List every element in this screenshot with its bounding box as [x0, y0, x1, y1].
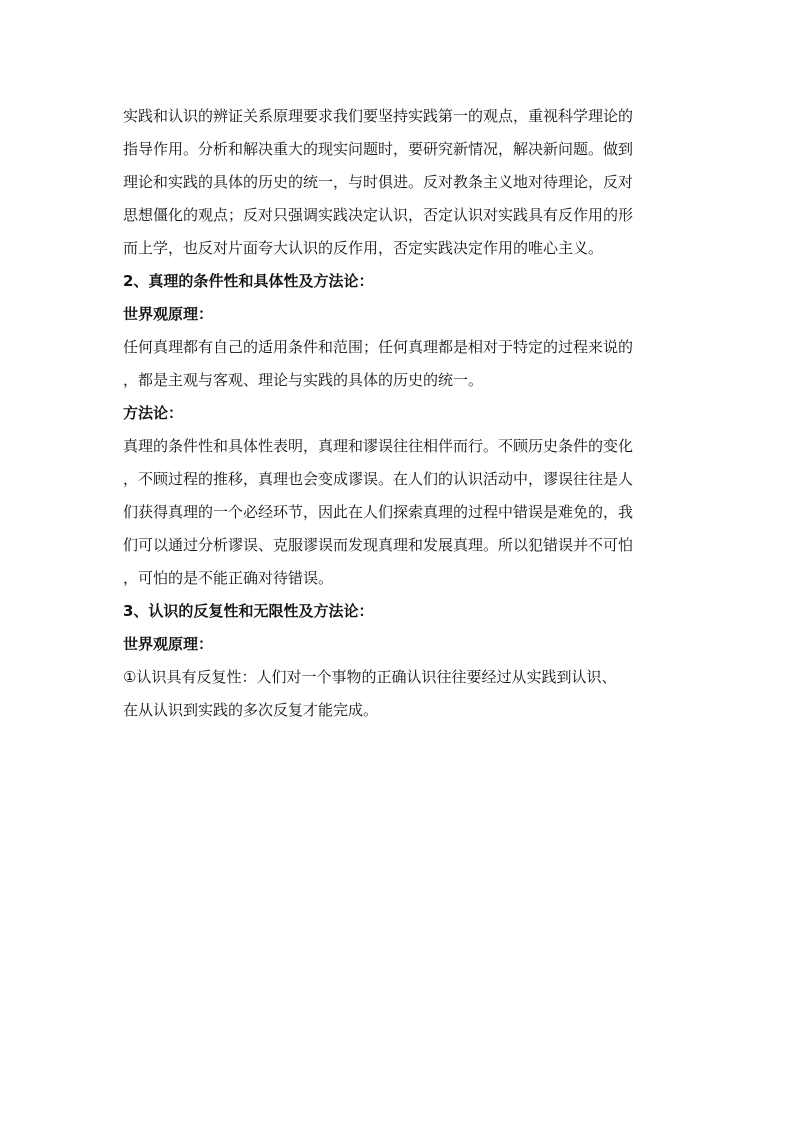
paragraph-practice-cognition [123, 106, 673, 258]
subheading-methodology: 方法论： [123, 404, 184, 422]
section-heading-truth-conditionality: 2、真理的条件性和具体性及方法论： [123, 272, 374, 290]
text-line: 思想僵化的观点；反对只强调实践决定认识，否定认识对实践具有反作用的形 [123, 206, 634, 224]
paragraph-truth-and-error [123, 436, 673, 588]
text-line: 实践和认识的辨证关系原理要求我们要坚持实践第一的观点，重视科学理论的 [123, 107, 634, 125]
text-line: 而上学，也反对片面夸大认识的反作用，否定实践决定作用的唯心主义。 [123, 239, 604, 257]
paragraph-truth-conditions [123, 337, 673, 390]
text-line: 们获得真理的一个必经环节，因此在人们探索真理的过程中错误是难免的，我 [123, 503, 634, 521]
text-line: 们可以通过分析谬误、克服谬误而发现真理和发展真理。所以犯错误并不可怕 [123, 536, 634, 554]
text-line: ，都是主观与客观、理论与实践的具体的历史的统一。 [123, 371, 484, 389]
text-line: 真理的条件性和具体性表明，真理和谬误往往相伴而行。不顾历史条件的变化 [123, 437, 634, 455]
text-line: ，可怕的是不能正确对待错误。 [123, 569, 334, 587]
text-line: 在从认识到实践的多次反复才能完成。 [123, 701, 379, 719]
text-line: 指导作用。分析和解决重大的现实问题时，要研究新情况，解决新问题。做到 [123, 140, 634, 158]
document-body [123, 106, 673, 733]
subheading-worldview: 世界观原理： [123, 635, 214, 653]
text-line: 任何真理都有自己的适用条件和范围；任何真理都是相对于特定的过程来说的 [123, 338, 634, 356]
subheading-worldview: 世界观原理： [123, 305, 214, 323]
paragraph-cognition-repetition [123, 667, 673, 720]
text-line: ，不顾过程的推移，真理也会变成谬误。在人们的认识活动中，谬误往往是人 [123, 470, 634, 488]
text-line: 理论和实践的具体的历史的统一，与时俱进。反对教条主义地对待理论，反对 [123, 173, 634, 191]
section-heading-cognition-repetition: 3、认识的反复性和无限性及方法论： [123, 602, 374, 620]
text-line: ①认识具有反复性：人们对一个事物的正确认识往往要经过从实践到认识、 [123, 668, 617, 686]
